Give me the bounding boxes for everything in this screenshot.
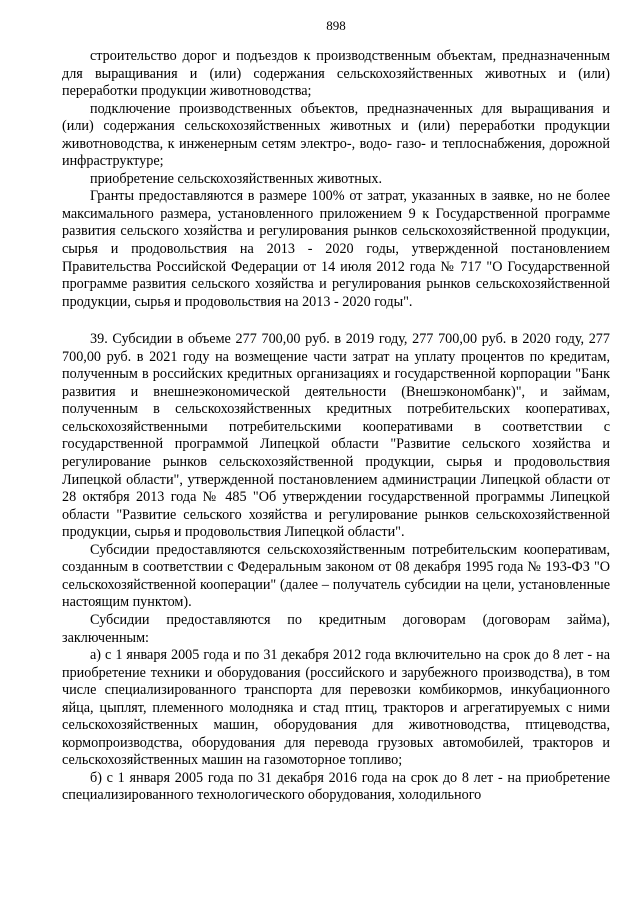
top-section bbox=[62, 48, 610, 311]
paragraph-roads: строительство дорог и подъездов к производственным объектам, предназначенным для выращивания и (или) содержания сельскохозяйственных животных и (или) переработки продукции животноводства; bbox=[62, 48, 610, 100]
paragraph-item-a: а) с 1 января 2005 года и по 31 декабря 2012 года включительно на срок до 8 лет - на приобретение техники и оборудования (российского и зарубежного производства), в том числе специализированного транспорта для перевозки комбикормов, инкубационного яйца, цыплят, племенного молодняка и стад птиц, тракторов и агрегатируемых с ними сельскохозяйственных машин, оборудования для животноводства, птицеводства, кормопроизводства, оборудования для перевода грузовых автомобилей, тракторов и сельскохозяйственных машин на газомоторное топливо; bbox=[62, 647, 610, 769]
paragraph-utilities: подключение производственных объектов, предназначенных для выращивания и (или) содержания сельскохозяйственных животных и (или) переработки продукции животноводства, к инженерным сетям электро-, водо- газо- и теплоснабжения, дорожной инфраструктуре; bbox=[62, 100, 610, 170]
paragraph-39-subsidies: 39. Субсидии в объеме 277 700,00 руб. в 2019 году, 277 700,00 руб. в 2020 году, 277 700,00 руб. в 2021 году на возмещение части затрат на уплату процентов по кредитам, полученным в российских кредитных организациях и государственной корпорации "Банк развития и внешнеэкономической деятельности (Внешэкономбанк)", и займам, полученным в сельскохозяйственных кредитных потребительских кооперативах, сельскохозяйственными потребительскими кооперативами в соответствии с государственной программой Липецкой области "Развитие сельского хозяйства и регулирование рынков сельскохозяйственной продукции, сырья и продовольствия Липецкой области", утвержденной постановлением администрации Липецкой области от 28 октября 2013 года № 485 "Об утверждении государственной программы Липецкой области "Развитие сельского хозяйства и регулирование рынков сельскохозяйственной продукции, сырья и продовольствия Липецкой области". bbox=[62, 331, 610, 541]
page-number: 898 bbox=[326, 18, 346, 33]
section-gap bbox=[62, 311, 610, 331]
paragraph-item-b: б) с 1 января 2005 года по 31 декабря 2016 года на срок до 8 лет - на приобретение специализированного технологического оборудования, холодильного bbox=[62, 769, 610, 804]
paragraph-cooperatives: Субсидии предоставляются сельскохозяйственным потребительским кооперативам, созданным в соответствии с Федеральным законом от 08 декабря 1995 года № 193-ФЗ "О сельскохозяйственной кооперации" (далее – получатель субсидии на цели, установленные настоящим пунктом). bbox=[62, 541, 610, 611]
paragraph-animals: приобретение сельскохозяйственных животных. bbox=[90, 170, 383, 187]
paragraph-grants: Гранты предоставляются в размере 100% от затрат, указанных в заявке, но не более максимального размера, установленного приложением 9 к Государственной программе развития сельского хозяйства и регулирования рынков сельскохозяйственной продукции, сырья и продовольствия на 2013 - 2020 годы, утвержденной постановлением Правительства Российской Федерации от 14 июля 2012 года № 717 "О Государственной программе развития сельского хозяйства и регулирования рынков сельскохозяйственной продукции, сырья и продовольствия на 2013 - 2020 годы". bbox=[62, 188, 610, 310]
section-39 bbox=[62, 331, 610, 805]
paragraph-credit-agreements: Субсидии предоставляются по кредитным договорам (договорам займа), заключенным: bbox=[62, 611, 610, 646]
